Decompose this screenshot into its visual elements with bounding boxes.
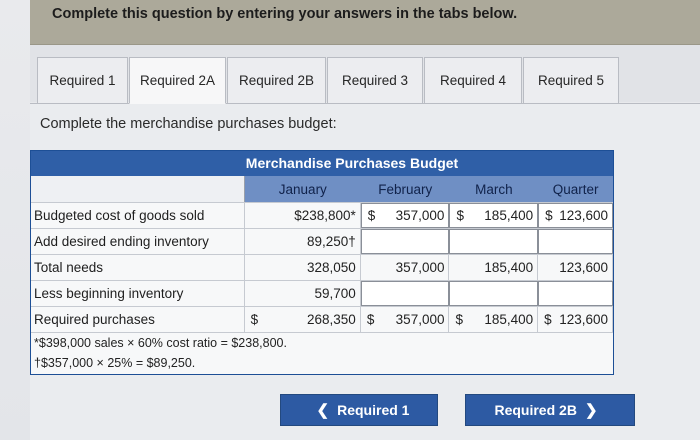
- input-cell[interactable]: [449, 281, 538, 306]
- value-text: 357,000: [395, 260, 445, 275]
- row-label: Total needs: [31, 255, 245, 280]
- cell-value: [245, 203, 361, 228]
- column-header-row: [31, 176, 613, 202]
- value-text: 185,400: [484, 260, 534, 275]
- tab-required-4[interactable]: [424, 57, 522, 104]
- input-cell[interactable]: [361, 229, 450, 254]
- value-text: 123,600: [559, 260, 609, 275]
- instruction-text: Complete this question by entering your answers in the tabs below.: [52, 6, 518, 22]
- dollar-sign: $: [367, 208, 376, 223]
- dollar-sign: $: [250, 312, 259, 327]
- value-text: 185,400: [484, 208, 534, 223]
- value-text: $238,800*: [294, 208, 356, 223]
- cell-value: [245, 255, 361, 280]
- cell-value: [245, 229, 361, 254]
- tab-label: Required 2B: [238, 73, 315, 88]
- table-row: [31, 228, 613, 254]
- input-cell[interactable]: [538, 281, 613, 306]
- table-row: [31, 280, 613, 306]
- next-button-label: Required 2B: [494, 402, 577, 418]
- row-label: Add desired ending inventory: [31, 229, 245, 254]
- table-row: [31, 306, 613, 332]
- instruction-bar: [30, 0, 700, 45]
- budget-table: [30, 150, 614, 375]
- cell-value: [449, 307, 538, 332]
- dollar-sign: $: [544, 312, 552, 327]
- row-label: Less beginning inventory: [31, 281, 245, 306]
- tab-label: Required 4: [439, 73, 507, 88]
- budget-title: Merchandise Purchases Budget: [31, 151, 613, 176]
- row-label: Budgeted cost of goods sold: [31, 203, 245, 228]
- footnote-inventory: †$357,000 × 25% = $89,250.: [34, 356, 196, 370]
- cell-value: [538, 307, 613, 332]
- cell-value: [245, 281, 361, 306]
- cell-value: [538, 255, 613, 280]
- col-march: March: [450, 176, 539, 202]
- tab-label: Required 3: [341, 73, 409, 88]
- tab-required-2b[interactable]: [227, 57, 326, 104]
- cell-value: [245, 307, 361, 332]
- prompt-text: Complete the merchandise purchases budget:: [40, 116, 337, 132]
- tab-required-2a[interactable]: [129, 57, 226, 104]
- input-cell[interactable]: [449, 229, 538, 254]
- tab-label: Required 1: [49, 73, 116, 88]
- prev-button-label: Required 1: [337, 402, 410, 418]
- chevron-right-icon: ❯: [584, 402, 598, 419]
- value-text: 357,000: [395, 312, 445, 327]
- footnote-cost: *$398,000 sales × 60% cost ratio = $238,800.: [34, 336, 287, 350]
- value-text: 123,600: [559, 208, 608, 223]
- chevron-left-icon: ❮: [316, 402, 330, 419]
- table-row: [31, 254, 613, 280]
- tab-required-5[interactable]: [523, 57, 619, 104]
- value-text: 268,350: [307, 312, 356, 327]
- tab-required-3[interactable]: [327, 57, 423, 104]
- table-row: [31, 202, 613, 228]
- input-cell[interactable]: [361, 203, 450, 228]
- dollar-sign: $: [456, 208, 464, 223]
- value-text: 185,400: [484, 312, 534, 327]
- value-text: 328,050: [307, 260, 356, 275]
- input-cell[interactable]: [538, 229, 613, 254]
- tab-label: Required 5: [537, 73, 605, 88]
- tab-required-1[interactable]: [37, 57, 128, 104]
- dollar-sign: $: [545, 208, 553, 223]
- header-blank: [31, 176, 245, 202]
- row-label: Required purchases: [31, 307, 245, 332]
- col-january: January: [245, 176, 361, 202]
- value-text: 123,600: [559, 312, 609, 327]
- col-quarter: Quarter: [538, 176, 613, 202]
- prev-required-1-button[interactable]: [280, 394, 438, 426]
- footnotes: [31, 332, 613, 374]
- dollar-sign: $: [366, 312, 375, 327]
- cell-value: [361, 255, 450, 280]
- col-february: February: [361, 176, 450, 202]
- next-required-2b-button[interactable]: [465, 394, 635, 426]
- dollar-sign: $: [455, 312, 463, 327]
- cell-value: [361, 307, 450, 332]
- input-cell[interactable]: [449, 203, 538, 228]
- value-text: 59,700: [314, 286, 356, 301]
- input-cell[interactable]: [538, 203, 613, 228]
- cell-value: [449, 255, 538, 280]
- value-text: 89,250†: [306, 234, 356, 249]
- tab-label: Required 2A: [139, 73, 216, 88]
- input-cell[interactable]: [361, 281, 450, 306]
- value-text: 357,000: [395, 208, 445, 223]
